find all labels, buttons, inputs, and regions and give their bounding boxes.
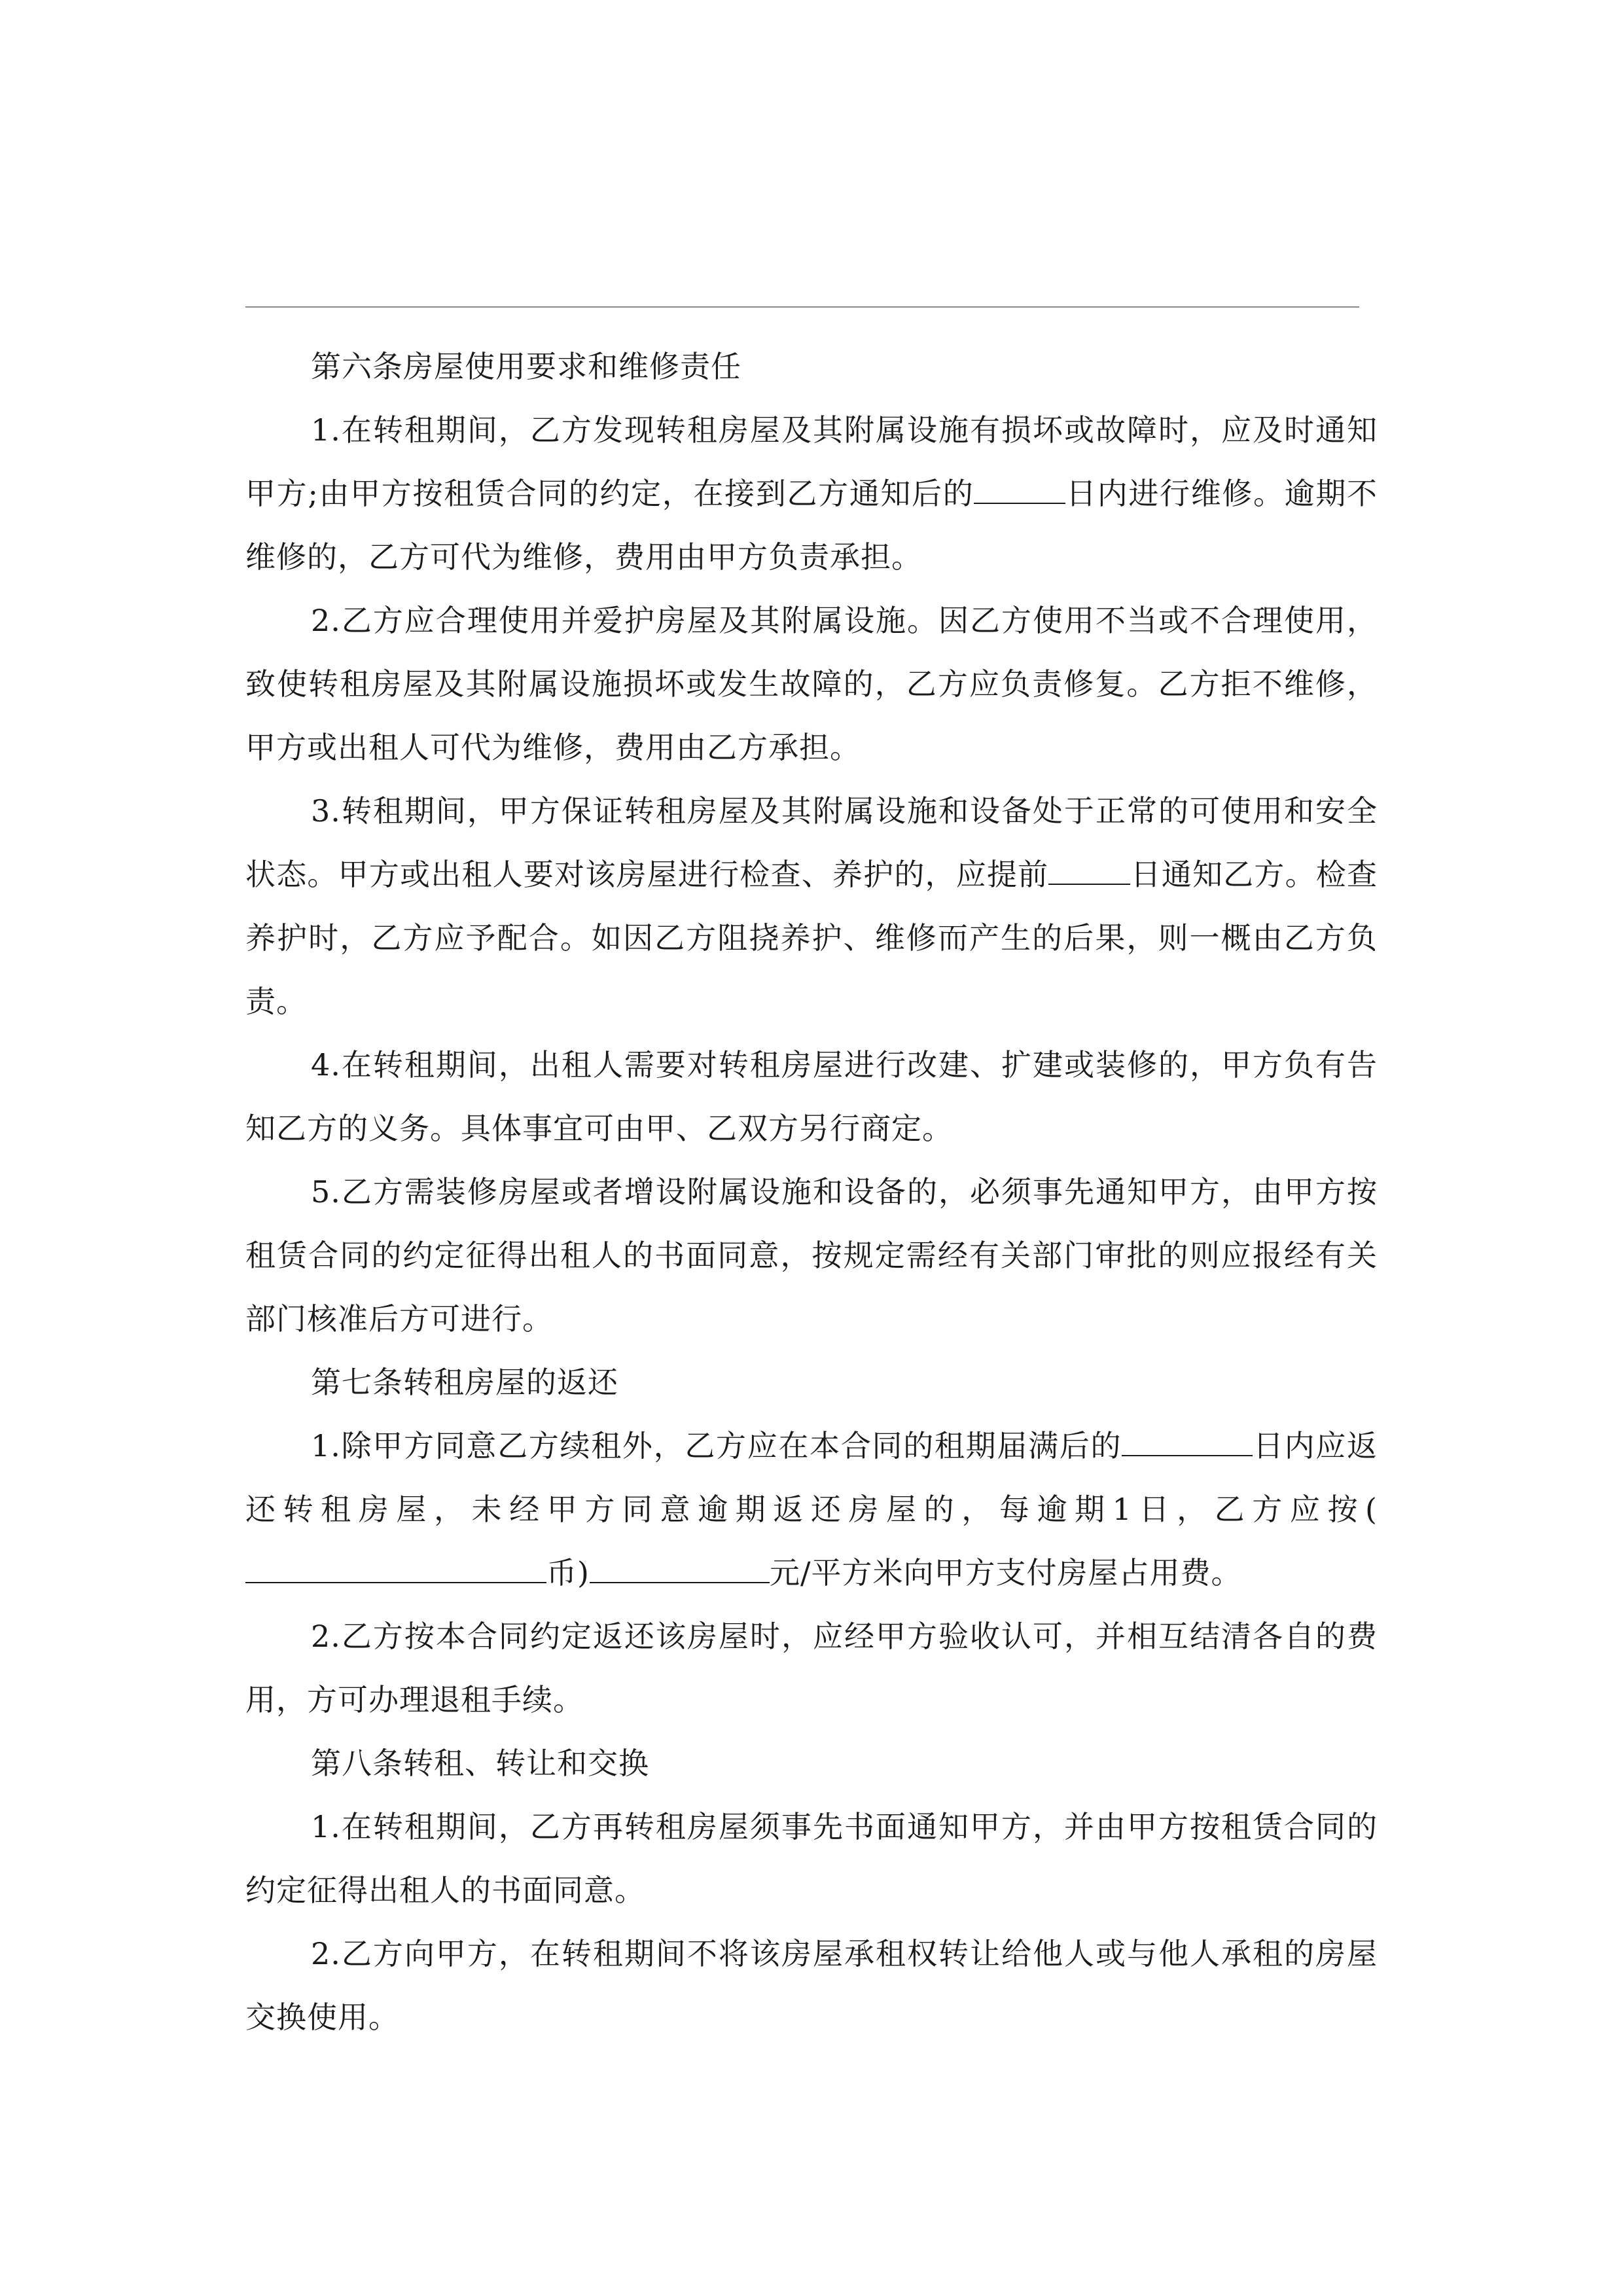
- article-8-clause-1: 1.在转租期间，乙方再转租房屋须事先书面通知甲方，并由甲方按租赁合同的约定征得出租人的书面同意。: [245, 1809, 1378, 1908]
- article-7-clause-1: [245, 1414, 1378, 1605]
- article-6-clause-4: 4.在转租期间，出租人需要对转租房屋进行改建、扩建或装修的，甲方负有告知乙方的义务。具体事宜可由甲、乙双方另行商定。: [245, 1047, 1378, 1146]
- header-rule: [245, 306, 1359, 308]
- clause-text: 日内应返还转租房屋，未经甲方同意逾期返还房屋的，每逾期1日，乙方应按(: [245, 1428, 1378, 1527]
- article-7-title: 第七条转租房屋的返还: [311, 1365, 618, 1400]
- clause-text: 日内进行维修。逾期不维修的，乙方可代为维修，费用由甲方负责承担。: [245, 476, 1378, 575]
- clause-text: 元/平方米向甲方支付房屋占用费。: [769, 1555, 1242, 1590]
- fill-blank-notice-days[interactable]: [1048, 857, 1130, 885]
- fill-blank-return-days[interactable]: [1122, 1429, 1253, 1456]
- clause-text: 币): [546, 1555, 590, 1590]
- clause-text: 日通知乙方。检查养护时，乙方应予配合。如因乙方阻挠养护、维修而产生的后果，则一概由乙方负责。: [245, 857, 1378, 1019]
- article-8-title: 第八条转租、转让和交换: [311, 1746, 649, 1781]
- article-8-clause-2: 2.乙方向甲方，在转租期间不将该房屋承租权转让给他人或与他人承租的房屋交换使用。: [245, 1936, 1378, 2035]
- article-6-clause-3: [245, 780, 1378, 1033]
- article-6-clause-1: [245, 399, 1378, 589]
- article-6-clause-5: 5.乙方需装修房屋或者增设附属设施和设备的，必须事先通知甲方，由甲方按租赁合同的约定征得出租人的书面同意，按规定需经有关部门审批的则应报经有关部门核准后方可进行。: [245, 1174, 1378, 1336]
- fill-blank-occupancy-fee[interactable]: [590, 1556, 770, 1583]
- clause-text: 3.转租期间，甲方保证转租房屋及其附属设施和设备处于正常的可使用和安全状态。甲方或出租人要对该房屋进行检查、养护的，应提前: [245, 793, 1378, 892]
- article-6-clause-2: 2.乙方应合理使用并爱护房屋及其附属设施。因乙方使用不当或不合理使用，致使转租房屋及其附属设施损坏或发生故障的，乙方应负责修复。乙方拒不维修，甲方或出租人可代为维修，费用由乙方承担。: [245, 603, 1378, 765]
- fill-blank-currency[interactable]: [245, 1556, 546, 1583]
- document-body: [245, 335, 1378, 2049]
- fill-blank-repair-days[interactable]: [974, 476, 1065, 504]
- clause-text: 1.在转租期间，乙方发现转租房屋及其附属设施有损坏或故障时，应及时通知甲方;由甲方按租赁合同的约定，在接到乙方通知后的: [245, 412, 1378, 511]
- article-6-title: 第六条房屋使用要求和维修责任: [311, 349, 741, 384]
- article-7-clause-2: 2.乙方按本合同约定返还该房屋时，应经甲方验收认可，并相互结清各自的费用，方可办理退租手续。: [245, 1619, 1378, 1717]
- clause-text: 1.除甲方同意乙方续租外，乙方应在本合同的租期届满后的: [311, 1428, 1122, 1463]
